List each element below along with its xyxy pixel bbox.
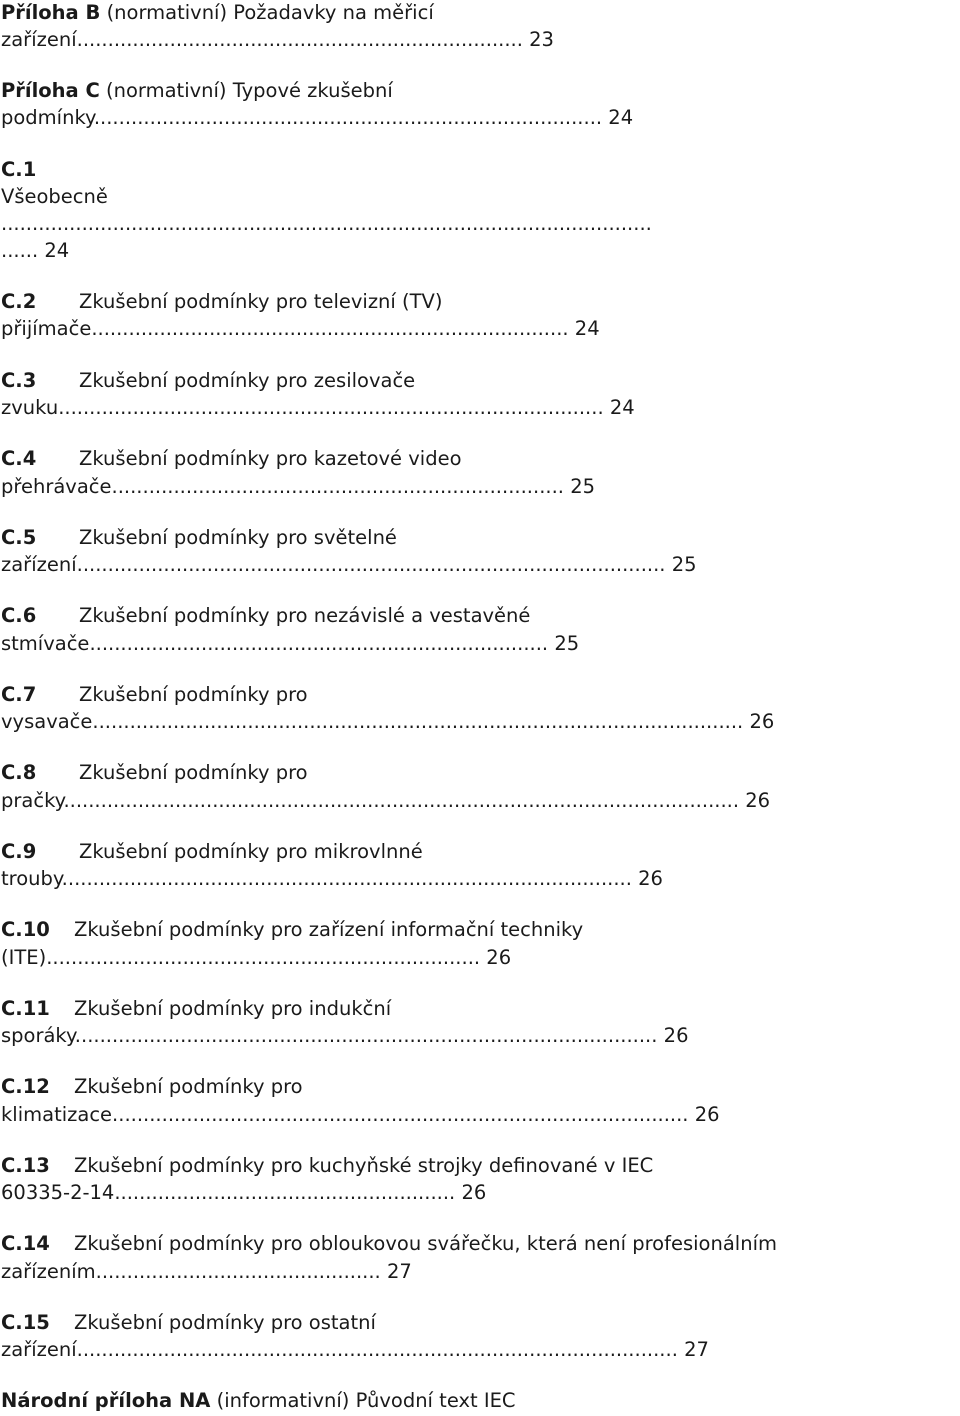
page-number: 25 [548, 632, 580, 655]
entry-continuation: zařízením [1, 1260, 96, 1283]
page-number: 24 [38, 239, 70, 262]
toc-entry-c7-continuation [1, 709, 774, 735]
page-number: 26 [631, 867, 663, 890]
page-number: 27 [677, 1338, 709, 1361]
dot-leader: ......................................................................... [111, 475, 564, 498]
entry-continuation: zařízení [1, 1338, 77, 1361]
toc-entry-c14-continuation [1, 1259, 412, 1285]
toc-entry-c9 [1, 839, 423, 865]
dot-leader: ............................................................................................ [61, 867, 632, 890]
entry-continuation: vysavače [1, 710, 93, 733]
section-code: C.8 [1, 761, 37, 784]
page-number: 23 [522, 28, 554, 51]
toc-annex-c-heading [1, 78, 393, 104]
dot-leader: .............................................................................................. [74, 1024, 658, 1047]
toc-entry-c4 [1, 446, 462, 472]
section-title: Zkušební podmínky pro [79, 761, 308, 784]
page-number: 24 [602, 106, 634, 129]
toc-entry-c2 [1, 289, 443, 315]
page-number: 25 [564, 475, 596, 498]
annex-title: (normativní) Požadavky na měřicí [100, 1, 434, 24]
toc-entry-c15-continuation [1, 1337, 709, 1363]
section-code: C.5 [1, 526, 37, 549]
toc-entry-c5-continuation [1, 552, 697, 578]
toc-entry-c6 [1, 603, 530, 629]
dot-leader: .................................................................................. [93, 106, 603, 129]
toc-entry-c8 [1, 760, 308, 786]
annex-label: Příloha B [1, 1, 101, 24]
toc-entry-c1-code [1, 157, 36, 183]
entry-continuation: zařízení [1, 28, 77, 51]
page-number: 26 [739, 789, 771, 812]
section-title: Zkušební podmínky pro televizní (TV) [79, 290, 443, 313]
toc-entry-c4-continuation [1, 474, 595, 500]
page-number: 24 [603, 396, 635, 419]
page-number: 26 [688, 1103, 720, 1126]
dot-leader: ...... [1, 239, 39, 262]
toc-entry-c5 [1, 525, 397, 551]
section-code: C.4 [1, 447, 37, 470]
toc-entry-c11 [1, 996, 391, 1022]
entry-continuation: sporáky [1, 1024, 75, 1047]
entry-continuation: stmívače [1, 632, 90, 655]
entry-continuation: přijímače [1, 317, 92, 340]
dot-leader: ......................................................................................................... [1, 212, 652, 235]
toc-entry-c12-continuation [1, 1102, 720, 1128]
toc-entry-c6-continuation [1, 631, 579, 657]
section-code: C.13 [1, 1154, 50, 1177]
section-title: Zkušební podmínky pro kazetové video [79, 447, 462, 470]
annex-label: Národní příloha NA [1, 1389, 211, 1412]
entry-continuation: trouby [1, 867, 62, 890]
dot-leader: .............................................. [95, 1260, 381, 1283]
page-number: 26 [657, 1024, 689, 1047]
toc-entry-c8-continuation [1, 788, 770, 814]
dot-leader: ............................................................................. [91, 317, 569, 340]
annex-title: (normativní) Typové zkušební [99, 79, 393, 102]
entry-continuation: klimatizace [1, 1103, 113, 1126]
entry-continuation: zařízení [1, 553, 77, 576]
section-code: C.1 [1, 158, 37, 181]
toc-entry-c1-page [1, 238, 69, 264]
toc-entry-c7 [1, 682, 308, 708]
section-title: Zkušební podmínky pro nezávislé a vestavěné [79, 604, 531, 627]
toc-entry-c11-continuation [1, 1023, 688, 1049]
entry-continuation: zvuku [1, 396, 59, 419]
section-code: C.6 [1, 604, 37, 627]
entry-continuation: podmínky [1, 106, 94, 129]
entry-continuation: přehrávače [1, 475, 112, 498]
annex-label: Příloha C [1, 79, 100, 102]
section-title: Zkušební podmínky pro indukční [74, 997, 392, 1020]
entry-continuation: (ITE) [1, 946, 47, 969]
section-title: Zkušební podmínky pro obloukovou svářečku, která není profesionálním [74, 1232, 777, 1255]
section-code: C.7 [1, 683, 37, 706]
section-code: C.9 [1, 840, 37, 863]
page-number: 26 [455, 1181, 487, 1204]
toc-entry-c15 [1, 1310, 376, 1336]
section-code: C.3 [1, 369, 37, 392]
dot-leader: ....................................................... [114, 1181, 456, 1204]
page-number: 27 [380, 1260, 412, 1283]
toc-entry-c10 [1, 917, 583, 943]
section-title: Zkušební podmínky pro zařízení informační techniky [74, 918, 584, 941]
toc-entry-c14 [1, 1231, 777, 1257]
dot-leader: ........................................................................ [76, 28, 523, 51]
toc-entry-c12 [1, 1074, 303, 1100]
toc-entry-c3 [1, 368, 415, 394]
annex-title: (informativní) Původní text IEC [210, 1389, 516, 1412]
page-number: 26 [743, 710, 775, 733]
dot-leader: ......................................................................................................... [92, 710, 744, 733]
section-title: Zkušební podmínky pro mikrovlnné [79, 840, 423, 863]
page-number: 24 [568, 317, 600, 340]
toc-annex-b-continuation [1, 27, 554, 53]
section-title: Zkušební podmínky pro [79, 683, 308, 706]
toc-entry-c13-continuation [1, 1180, 486, 1206]
entry-continuation: pračky [1, 789, 64, 812]
dot-leader: ...................................................................... [46, 946, 481, 969]
toc-entry-c1-dots [1, 211, 652, 237]
toc-entry-c13 [1, 1153, 653, 1179]
section-title: Zkušební podmínky pro [74, 1075, 303, 1098]
toc-annex-c-continuation [1, 105, 633, 131]
section-title: Zkušební podmínky pro zesilovače [79, 369, 416, 392]
section-code: C.11 [1, 997, 50, 1020]
dot-leader: ............................................................................................. [112, 1103, 689, 1126]
section-code: C.12 [1, 1075, 50, 1098]
toc-annex-b-heading [1, 0, 434, 26]
section-code: C.10 [1, 918, 50, 941]
toc-annex-na-heading [1, 1388, 516, 1414]
section-title: Zkušební podmínky pro světelné [79, 526, 397, 549]
toc-entry-c10-continuation [1, 945, 511, 971]
toc-entry-c1-title [1, 184, 108, 210]
section-code: C.15 [1, 1311, 50, 1334]
page-number: 26 [480, 946, 512, 969]
dot-leader: ................................................................................................. [76, 1338, 678, 1361]
toc-entry-c2-continuation [1, 316, 600, 342]
dot-leader: ............................................................................................... [76, 553, 666, 576]
entry-continuation: 60335-2-14 [1, 1181, 115, 1204]
section-title: Zkušební podmínky pro kuchyňské strojky definované v IEC [74, 1154, 654, 1177]
toc-entry-c9-continuation [1, 866, 663, 892]
dot-leader: ............................................................................................................. [63, 789, 740, 812]
section-code: C.14 [1, 1232, 50, 1255]
section-title: Zkušební podmínky pro ostatní [74, 1311, 376, 1334]
section-code: C.2 [1, 290, 37, 313]
page-number: 25 [665, 553, 697, 576]
dot-leader: ........................................................................................ [58, 396, 604, 419]
section-title: Všeobecně [1, 185, 108, 208]
dot-leader: .......................................................................... [89, 632, 549, 655]
toc-entry-c3-continuation [1, 395, 635, 421]
